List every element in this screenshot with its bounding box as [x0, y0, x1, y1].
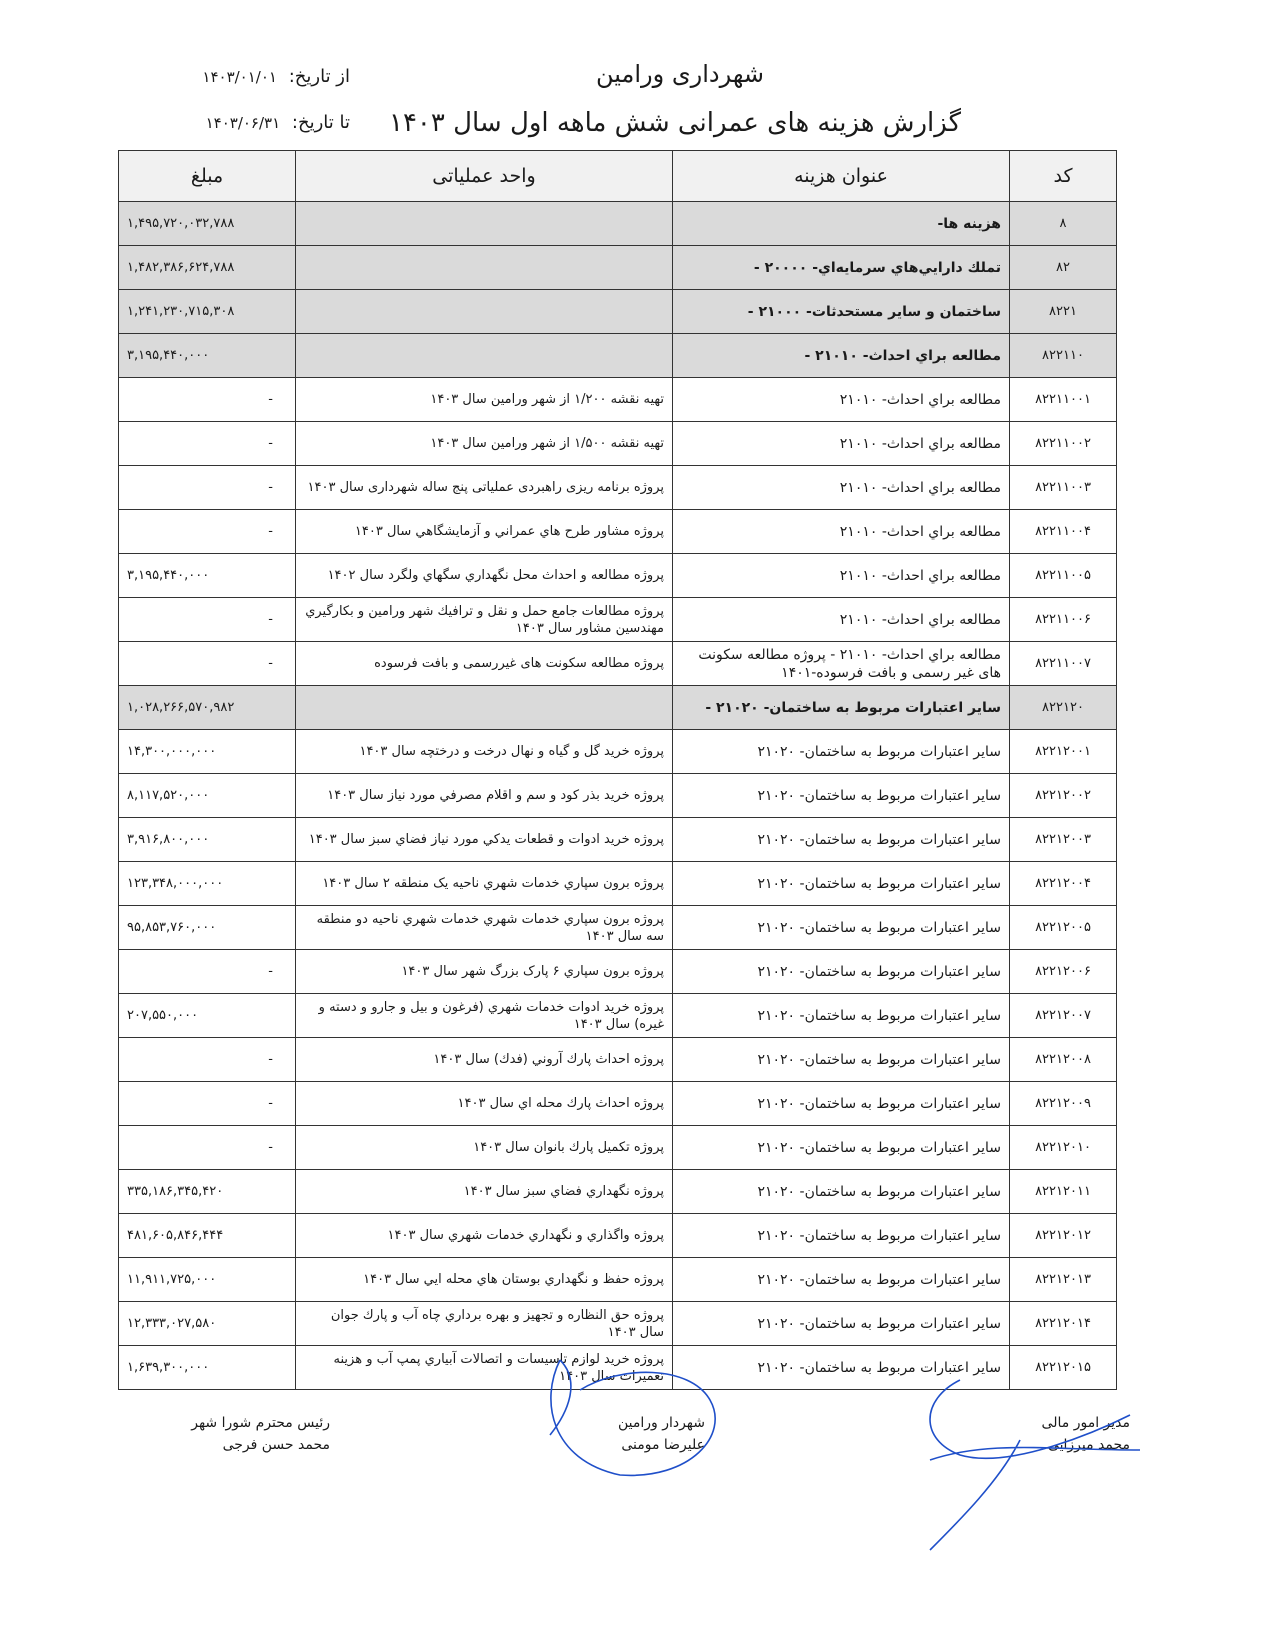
row-title: مطالعه براي احداث- ۲۱۰۱۰: [673, 422, 1010, 466]
from-date-line: [120, 66, 350, 87]
row-unit: پروژه تكميل پارك بانوان سال ۱۴۰۳: [296, 1126, 673, 1170]
row-unit: [296, 686, 673, 730]
row-amount: -: [119, 1082, 296, 1126]
to-date-line: [120, 112, 350, 133]
row-amount: -: [119, 510, 296, 554]
row-title: ساير اعتبارات مربوط به ساختمان- ۲۱۰۲۰: [673, 1346, 1010, 1390]
row-amount: ۱۲,۳۳۳,۰۲۷,۵۸۰: [119, 1302, 296, 1346]
mayor-name: علیرضا مومنی: [621, 1437, 705, 1453]
table-row: [119, 642, 1117, 686]
row-unit: پروژه حفظ و نگهداري بوستان هاي محله ايي سال ۱۴۰۳: [296, 1258, 673, 1302]
council-name: محمد حسن فرجی: [222, 1437, 330, 1453]
summary-row: [119, 246, 1117, 290]
header-title: عنوان هزینه: [673, 151, 1010, 202]
row-title: ساير اعتبارات مربوط به ساختمان- ۲۱۰۲۰: [673, 994, 1010, 1038]
table-row: [119, 422, 1117, 466]
row-code: ۸۲۲۱۲۰۱۰: [1010, 1126, 1117, 1170]
row-unit: پروژه مطالعه و احداث محل نگهداري سگهاي ولگرد سال ۱۴۰۲: [296, 554, 673, 598]
row-unit: [296, 246, 673, 290]
row-amount: ۴۸۱,۶۰۵,۸۴۶,۴۴۴: [119, 1214, 296, 1258]
table-row: [119, 510, 1117, 554]
row-unit: پروژه برون سپاري خدمات شهري خدمات شهري ناحيه دو منطقه سه سال ۱۴۰۳: [296, 906, 673, 950]
row-code: ۸۲۲۱۱۰۰۵: [1010, 554, 1117, 598]
row-amount: ۱,۴۸۲,۳۸۶,۶۲۴,۷۸۸: [119, 246, 296, 290]
row-title: ساير اعتبارات مربوط به ساختمان- ۲۱۰۲۰: [673, 906, 1010, 950]
table-header-row: [119, 151, 1117, 202]
row-amount: ۳,۹۱۶,۸۰۰,۰۰۰: [119, 818, 296, 862]
row-unit: [296, 290, 673, 334]
table-row: [119, 730, 1117, 774]
row-code: ۸۲۲۱۱۰۰۴: [1010, 510, 1117, 554]
header-amount: مبلغ: [119, 151, 296, 202]
row-code: ۸۲۲۱۱۰: [1010, 334, 1117, 378]
from-date-label: از تاریخ:: [288, 66, 350, 87]
row-title: مطالعه براي احداث- ۲۱۰۱۰: [673, 510, 1010, 554]
row-code: ۸۲۲۱۲۰۱۵: [1010, 1346, 1117, 1390]
mayor-role: شهردار ورامین: [617, 1415, 705, 1431]
row-title: ساير اعتبارات مربوط به ساختمان- ۲۱۰۲۰: [673, 950, 1010, 994]
row-unit: پروژه مشاور طرح هاي عمراني و آزمايشگاهي سال ۱۴۰۳: [296, 510, 673, 554]
row-amount: ۸,۱۱۷,۵۲۰,۰۰۰: [119, 774, 296, 818]
row-amount: -: [119, 1038, 296, 1082]
row-unit: پروژه مطالعات جامع حمل و نقل و ترافيك شهر ورامين و بكارگيري مهندسين مشاور سال ۱۴۰۳: [296, 598, 673, 642]
row-unit: پروژه برنامه ریزی راهبردی عملیاتی پنج ساله شهرداری سال ۱۴۰۳: [296, 466, 673, 510]
to-date-value: ۱۴۰۳/۰۶/۳۱: [205, 114, 281, 132]
table-row: [119, 1170, 1117, 1214]
row-amount: ۳۳۵,۱۸۶,۳۴۵,۴۲۰: [119, 1170, 296, 1214]
summary-row: [119, 290, 1117, 334]
row-code: ۸۲۲۱۲۰۰۵: [1010, 906, 1117, 950]
table-row: [119, 1258, 1117, 1302]
row-unit: تهیه نقشه ۱/۲۰۰ از شهر ورامین سال ۱۴۰۳: [296, 378, 673, 422]
row-title: تملك دارايي‌هاي سرمايه‌اي- ۲۰۰۰۰ -: [673, 246, 1010, 290]
row-code: ۸۲۲۱۱۰۰۷: [1010, 642, 1117, 686]
table-row: [119, 378, 1117, 422]
row-title: ساير اعتبارات مربوط به ساختمان- ۲۱۰۲۰: [673, 774, 1010, 818]
row-amount: ۱۱,۹۱۱,۷۲۵,۰۰۰: [119, 1258, 296, 1302]
row-code: ۸۲: [1010, 246, 1117, 290]
row-amount: ۱,۴۹۵,۷۲۰,۰۳۲,۷۸۸: [119, 202, 296, 246]
summary-row: [119, 686, 1117, 730]
row-title: مطالعه براي احداث- ۲۱۰۱۰: [673, 554, 1010, 598]
row-amount: -: [119, 598, 296, 642]
row-unit: پروژه احداث پارك آروني (فدك) سال ۱۴۰۳: [296, 1038, 673, 1082]
table-row: [119, 466, 1117, 510]
table-row: [119, 862, 1117, 906]
row-amount: -: [119, 642, 296, 686]
row-title: مطالعه براي احداث- ۲۱۰۱۰ -: [673, 334, 1010, 378]
row-title: ساير اعتبارات مربوط به ساختمان- ۲۱۰۲۰: [673, 1038, 1010, 1082]
row-amount: ۱,۶۳۹,۳۰۰,۰۰۰: [119, 1346, 296, 1390]
row-amount: -: [119, 466, 296, 510]
row-title: ساير اعتبارات مربوط به ساختمان- ۲۱۰۲۰: [673, 1302, 1010, 1346]
row-title: ساير اعتبارات مربوط به ساختمان- ۲۱۰۲۰: [673, 818, 1010, 862]
row-amount: ۱,۲۴۱,۲۳۰,۷۱۵,۳۰۸: [119, 290, 296, 334]
row-unit: پروژه برون سپاري ۶ پارک بزرگ شهر سال ۱۴۰۳: [296, 950, 673, 994]
row-amount: ۲۰۷,۵۵۰,۰۰۰: [119, 994, 296, 1038]
row-amount: -: [119, 1126, 296, 1170]
finance-role: مدیر امور مالی: [1041, 1415, 1130, 1431]
row-amount: ۱۲۳,۳۴۸,۰۰۰,۰۰۰: [119, 862, 296, 906]
row-unit: پروژه خريد ادوات خدمات شهري (فرغون و بيل و جارو و دسته و غيره) سال ۱۴۰۳: [296, 994, 673, 1038]
row-code: ۸: [1010, 202, 1117, 246]
row-unit: پروژه مطالعه سکونت های غیررسمی و بافت فرسوده: [296, 642, 673, 686]
council-role: رئیس محترم شورا شهر: [191, 1415, 330, 1431]
row-amount: -: [119, 422, 296, 466]
row-title: ساير اعتبارات مربوط به ساختمان- ۲۱۰۲۰: [673, 862, 1010, 906]
table-body: [119, 202, 1117, 1390]
row-code: ۸۲۲۱۲۰۰۸: [1010, 1038, 1117, 1082]
row-code: ۸۲۲۱۲۰۰۷: [1010, 994, 1117, 1038]
row-code: ۸۲۲۱۲۰۱۴: [1010, 1302, 1117, 1346]
table-row: [119, 906, 1117, 950]
row-title: مطالعه براي احداث- ۲۱۰۱۰ - پروژه مطالعه سکونت های غیر رسمی و بافت فرسوده-۱۴۰۱: [673, 642, 1010, 686]
row-title: مطالعه براي احداث- ۲۱۰۱۰: [673, 466, 1010, 510]
summary-row: [119, 202, 1117, 246]
row-title: ساير اعتبارات مربوط به ساختمان- ۲۱۰۲۰: [673, 1170, 1010, 1214]
row-code: ۸۲۲۱۱۰۰۶: [1010, 598, 1117, 642]
row-code: ۸۲۲۱۲۰۱۲: [1010, 1214, 1117, 1258]
row-unit: [296, 202, 673, 246]
row-unit: تهیه نقشه ۱/۵۰۰ از شهر ورامین سال ۱۴۰۳: [296, 422, 673, 466]
row-code: ۸۲۲۱۲۰۰۹: [1010, 1082, 1117, 1126]
table-row: [119, 1302, 1117, 1346]
row-amount: ۹۵,۸۵۳,۷۶۰,۰۰۰: [119, 906, 296, 950]
from-date-value: ۱۴۰۳/۰۱/۰۱: [202, 68, 277, 86]
row-amount: -: [119, 378, 296, 422]
table-row: [119, 1038, 1117, 1082]
row-code: ۸۲۲۱۲۰۰۱: [1010, 730, 1117, 774]
row-amount: ۱,۰۲۸,۲۶۶,۵۷۰,۹۸۲: [119, 686, 296, 730]
row-code: ۸۲۲۱۲۰۱۱: [1010, 1170, 1117, 1214]
row-unit: پروژه خريد بذر كود و سم و اقلام مصرفي مورد نياز سال ۱۴۰۳: [296, 774, 673, 818]
row-unit: پروژه نگهداري فضاي سبز سال ۱۴۰۳: [296, 1170, 673, 1214]
row-code: ۸۲۲۱۲۰۰۶: [1010, 950, 1117, 994]
row-amount: ۱۴,۳۰۰,۰۰۰,۰۰۰: [119, 730, 296, 774]
row-code: ۸۲۲۱۲۰۰۲: [1010, 774, 1117, 818]
row-amount: -: [119, 950, 296, 994]
row-unit: پروژه احداث پارك محله اي سال ۱۴۰۳: [296, 1082, 673, 1126]
row-title: هزینه ها-: [673, 202, 1010, 246]
row-code: ۸۲۲۱۲۰۰۴: [1010, 862, 1117, 906]
row-code: ۸۲۲۱۲۰۱۳: [1010, 1258, 1117, 1302]
row-title: ساير اعتبارات مربوط به ساختمان- ۲۱۰۲۰: [673, 1214, 1010, 1258]
table-row: [119, 950, 1117, 994]
row-code: ۸۲۲۱۱۰۰۳: [1010, 466, 1117, 510]
row-code: ۸۲۲۱۲۰۰۳: [1010, 818, 1117, 862]
row-title: ساير اعتبارات مربوط به ساختمان- ۲۱۰۲۰ -: [673, 686, 1010, 730]
row-code: ۸۲۲۱۲۰: [1010, 686, 1117, 730]
row-title: مطالعه براي احداث- ۲۱۰۱۰: [673, 378, 1010, 422]
row-unit: پروژه واگذاري و نگهداري خدمات شهري سال ۱۴۰۳: [296, 1214, 673, 1258]
row-title: ساير اعتبارات مربوط به ساختمان- ۲۱۰۲۰: [673, 1082, 1010, 1126]
table-row: [119, 818, 1117, 862]
row-unit: پروژه خريد لوازم تاسيسات و اتصالات آبياري پمپ آب و هزينه تعميرات سال ۱۴۰۳: [296, 1346, 673, 1390]
row-unit: پروژه برون سپاري خدمات شهري ناحيه يک منطقه ۲ سال ۱۴۰۳: [296, 862, 673, 906]
finance-signature-scribble: [900, 1370, 1160, 1560]
row-amount: ۳,۱۹۵,۴۴۰,۰۰۰: [119, 334, 296, 378]
row-unit: [296, 334, 673, 378]
header-code: کد: [1010, 151, 1117, 202]
finance-name: محمد میرزایی: [1047, 1437, 1130, 1453]
row-unit: پروژه خريد گل و گياه و نهال درخت و درختچه سال ۱۴۰۳: [296, 730, 673, 774]
row-title: مطالعه براي احداث- ۲۱۰۱۰: [673, 598, 1010, 642]
row-title: ساير اعتبارات مربوط به ساختمان- ۲۱۰۲۰: [673, 730, 1010, 774]
row-code: ۸۲۲۱: [1010, 290, 1117, 334]
row-code: ۸۲۲۱۱۰۰۱: [1010, 378, 1117, 422]
row-amount: ۳,۱۹۵,۴۴۰,۰۰۰: [119, 554, 296, 598]
table-row: [119, 1126, 1117, 1170]
council-signature-block: [150, 1412, 330, 1456]
table-row: [119, 1082, 1117, 1126]
row-unit: پروژه حق النظاره و تجهيز و بهره برداري چاه آب و پارك جوان سال ۱۴۰۳: [296, 1302, 673, 1346]
table-row: [119, 994, 1117, 1038]
table-row: [119, 598, 1117, 642]
organization-title: شهرداری ورامین: [596, 60, 764, 88]
mayor-signature-scribble: [520, 1340, 740, 1490]
table-row: [119, 554, 1117, 598]
report-title: گزارش هزینه های عمرانی شش ماهه اول سال ۱۴۰۳: [389, 108, 961, 138]
header-unit: واحد عملیاتی: [296, 151, 673, 202]
expense-table: [118, 150, 1117, 1390]
to-date-label: تا تاریخ:: [291, 112, 350, 133]
row-title: ساير اعتبارات مربوط به ساختمان- ۲۱۰۲۰: [673, 1258, 1010, 1302]
row-title: ساختمان و ساير مستحدثات- ۲۱۰۰۰ -: [673, 290, 1010, 334]
summary-row: [119, 334, 1117, 378]
row-title: ساير اعتبارات مربوط به ساختمان- ۲۱۰۲۰: [673, 1126, 1010, 1170]
table-row: [119, 1214, 1117, 1258]
row-code: ۸۲۲۱۱۰۰۲: [1010, 422, 1117, 466]
row-unit: پروژه خريد ادوات و قطعات يدكي مورد نياز فضاي سبز سال ۱۴۰۳: [296, 818, 673, 862]
table-row: [119, 774, 1117, 818]
